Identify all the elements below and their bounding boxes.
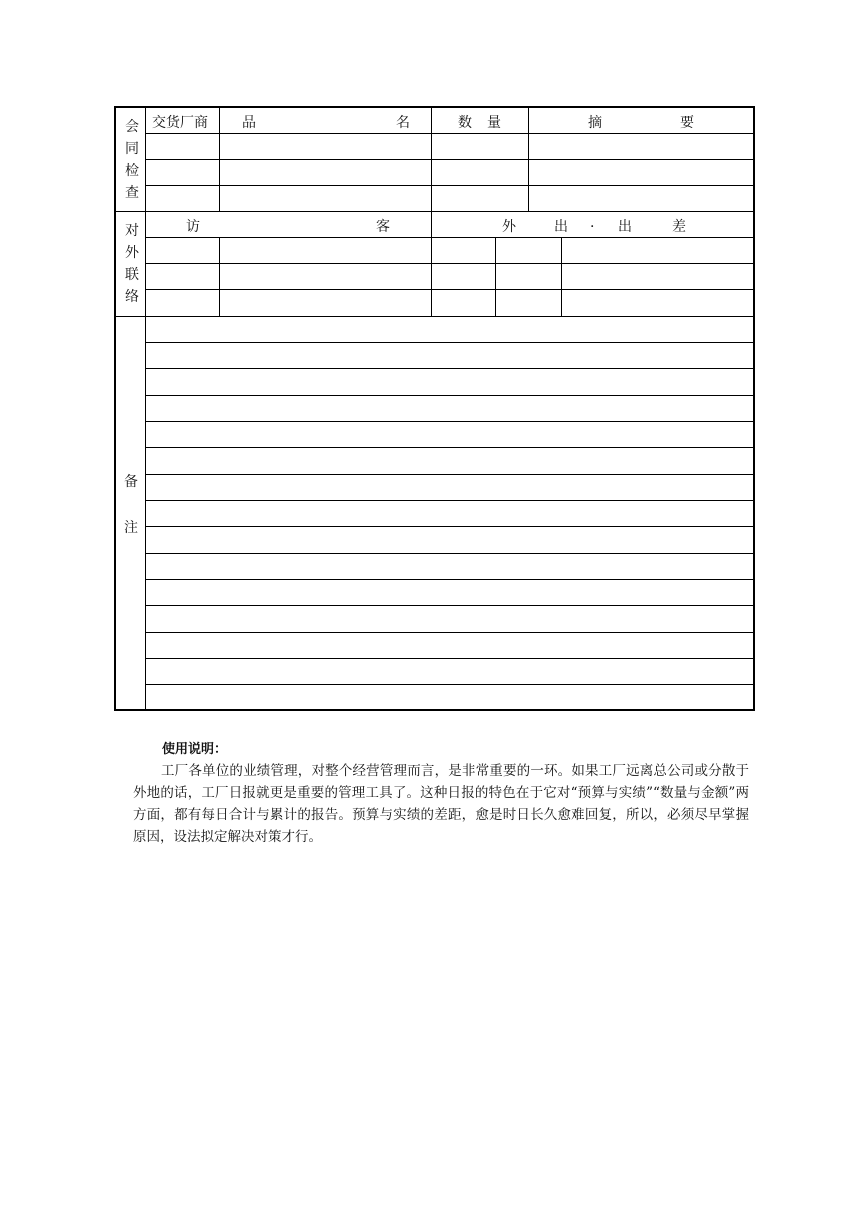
column-line <box>528 108 529 211</box>
header-summary-b: 要 <box>680 115 694 131</box>
row-line <box>145 185 753 186</box>
header-summary-a: 摘 <box>588 115 602 131</box>
remark-line <box>145 632 753 633</box>
instructions-title: 使用说明： <box>162 742 228 757</box>
section-divider <box>116 211 753 212</box>
remark-line <box>145 421 753 422</box>
remark-line <box>145 368 753 369</box>
remark-line <box>145 395 753 396</box>
section-label-remarks-a: 备 <box>124 474 138 490</box>
header-quantity-b: 量 <box>487 115 501 131</box>
header-supplier: 交货厂商 <box>152 115 208 131</box>
header-visitor-b: 客 <box>376 219 390 235</box>
column-line <box>431 108 432 211</box>
remark-line <box>145 605 753 606</box>
row-line <box>145 289 753 290</box>
instructions-body: 工厂各单位的业绩管理，对整个经营管理而言，是非常重要的一环。如果工厂远离总公司或分散于外地的话，工厂日报就更是重要的管理工具了。这种日报的特色在于它对“预算与实绩”“数量与金额”两方面，都有每日合计与累计的报告。预算与实绩的差距，愈是时日长久愈难回复，所以，必须尽早掌握原因，设法拟定解决对策才行。 <box>133 763 749 845</box>
column-line <box>495 237 496 316</box>
header-product-b: 名 <box>396 115 410 131</box>
label-column-divider <box>145 108 146 709</box>
remark-line <box>145 447 753 448</box>
row-line <box>145 133 753 134</box>
remark-line <box>145 500 753 501</box>
section-divider <box>116 316 753 317</box>
section-label-external: 对 外 联 络 <box>125 223 139 305</box>
column-line <box>219 237 220 316</box>
section-label-contract: 会 同 检 查 <box>125 119 139 201</box>
row-line <box>145 263 753 264</box>
daily-report-form <box>114 106 755 711</box>
column-line <box>561 237 562 316</box>
remark-line <box>145 526 753 527</box>
row-line <box>145 159 753 160</box>
column-line <box>219 108 220 211</box>
remark-line <box>145 474 753 475</box>
header-product-a: 品 <box>242 115 256 131</box>
header-dot: · <box>590 219 595 235</box>
row-line <box>145 237 753 238</box>
remark-line <box>145 553 753 554</box>
header-quantity-a: 数 <box>458 115 472 131</box>
column-line <box>431 211 432 316</box>
header-outing-b: 出 <box>554 219 568 235</box>
header-outing-d: 差 <box>672 219 686 235</box>
header-outing-a: 外 <box>502 219 516 235</box>
remark-line <box>145 342 753 343</box>
header-visitor-a: 访 <box>186 219 200 235</box>
remark-line <box>145 684 753 685</box>
section-label-remarks-b: 注 <box>124 520 138 536</box>
header-outing-c: 出 <box>618 219 632 235</box>
remark-line <box>145 579 753 580</box>
remark-line <box>145 658 753 659</box>
